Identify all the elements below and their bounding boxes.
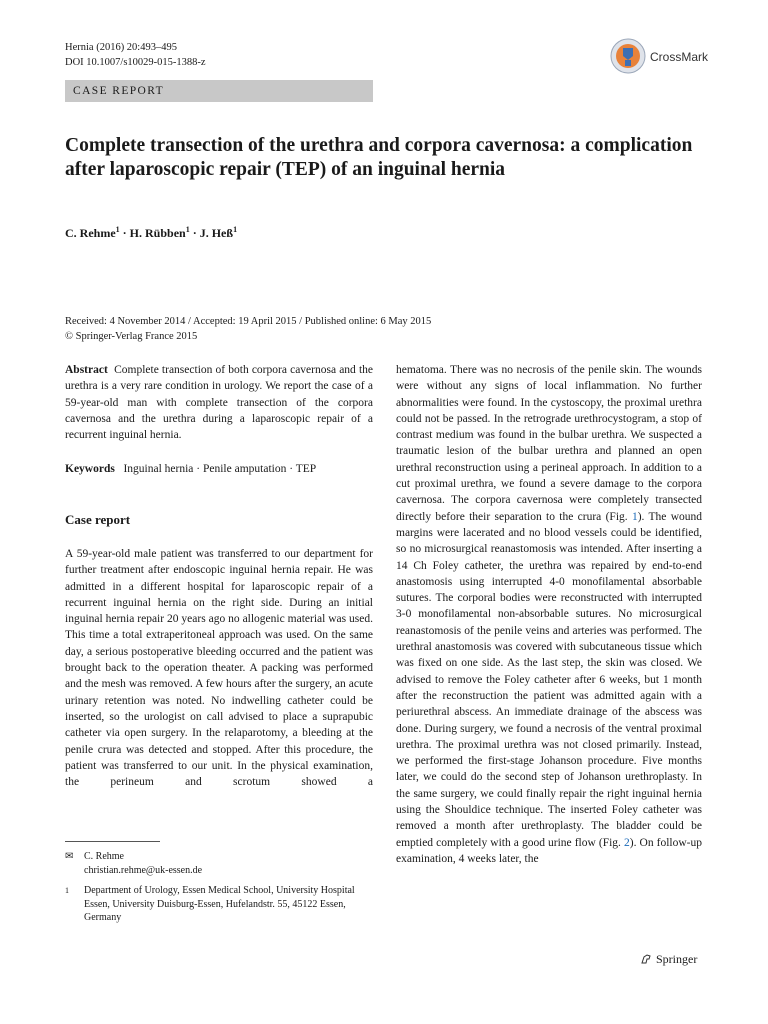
body-text-segment: ). The wound margins were lacerated and no blood vessels could be identified, so no microsurgical reanastomosis was intended. After inserting a 14 Ch Foley catheter, the urethra was repaired by end-to-end anastomosis using interrupted 4-0 monofilamental absorbable sutures. The corporal bodies were reconstructed with interrupted 3-0 monofilamental non-absorbable sutures. No microsurgical reanastomosis of the penile veins and arteries was performed. The urethral anastomosis was covered with subcutaneous tissue which was fixed on one side. As the last step, the skin was closed. We advised to remove the Foley catheter after 6 weeks, but 1 month after the reconstruction the patient was admitted again with a periurethral abscess. An immediate drainage of the abscess was done. During surgery, we found a necrosis of the ventral proximal urethra. The proximal urethra was not closed primarily. Instead, we performed the first-stage Johanson procedure. Five months later, we could do the second step of Johanson urethroplasty. In the same surgery, we could finally repair the right inguinal hernia using the Shouldice technique. The inserted Foley catheter was removed a month after urethroplasty. The bladder could be emptied completely with a good urine flow (Fig. bbox=[396, 510, 702, 849]
affiliation-mark: 1 bbox=[65, 886, 69, 895]
author-name[interactable]: C. Rehme bbox=[65, 226, 116, 240]
author-name[interactable]: J. Heß bbox=[199, 226, 234, 240]
body-text-segment: hematoma. There was no necrosis of the penile skin. The wounds were without any signs of local inflammation. No further abnormalities were found. In the cystoscopy, the proximal urethra could not be passed. In the retrograde urethrocystogram, a stop of contrast medium was found in the bulbar urethra. We suspected a traumatic lesion of the bulbar urethra and planned an open urethral reconstruction using a perineal approach. In addition to a cut proximal urethra, we found a severe damage to the corpora cavernosa. The corpora cavernosa were completely transected directly before their separation to the crura (Fig. bbox=[396, 364, 702, 523]
journal-citation: Hernia (2016) 20:493–495 bbox=[65, 42, 177, 53]
copyright-line: © Springer-Verlag France 2015 bbox=[65, 330, 198, 342]
section-heading: Case report bbox=[65, 512, 131, 527]
author-separator: · bbox=[192, 226, 197, 240]
body-paragraph bbox=[396, 362, 702, 867]
figure-1-link[interactable]: 1 bbox=[631, 510, 638, 523]
author-list bbox=[65, 226, 237, 241]
envelope-icon: ✉ bbox=[65, 851, 74, 862]
journal-meta bbox=[65, 40, 206, 70]
correspondence-email[interactable]: christian.rehme@uk-essen.de bbox=[84, 864, 203, 876]
crossmark-badge[interactable] bbox=[610, 38, 710, 76]
correspondence-name: C. Rehme bbox=[84, 851, 124, 862]
publisher-name: Springer bbox=[656, 952, 698, 966]
body-paragraph: A 59-year-old male patient was transferred to our department for further treatment after endoscopic inguinal hernia repair. He was admitted in a different hospital for laparoscopic repair of a recurrent inguinal hernia on the right side. During an initial inguinal hernia repair 20 years ago no allogenic material was used. This time a total extraperitoneal approach was used. On the same day, a serious postoperative bleeding occurred and the patient was brought back to the operation theater. A packing was performed and the mesh was removed. A few hours after the surgery, an acute urinary retention was noted. No indwelling catheter could be inserted, so the urologist on call advised to place a suprapubic catheter via open surgery. In the relaparotomy, a bleeding at the penile crura was detected and stopped. After this procedure, the patient was transferred to our unit. In the physical examination, the perineum and scrotum showed a bbox=[65, 548, 373, 789]
publication-history: Received: 4 November 2014 / Accepted: 19 April 2015 / Published online: 6 May 2015 bbox=[65, 316, 432, 327]
author-affiliation-mark: 1 bbox=[185, 225, 190, 234]
footnote-divider bbox=[65, 841, 160, 842]
article-title: Complete transection of the urethra and corpora cavernosa: a complication after laparoscopic repair (TEP) of an inguinal hernia bbox=[65, 135, 693, 180]
affiliation-text: Department of Urology, Essen Medical School, University Hospital Essen, University Duisburg-Essen, Hufelandstr. 55, 45122 Essen, Germany bbox=[84, 885, 355, 923]
correspondence-footnote bbox=[65, 850, 365, 880]
author-affiliation-mark: 1 bbox=[115, 225, 120, 234]
keywords-text: Inguinal hernia · Penile amputation · TEP bbox=[123, 463, 317, 475]
springer-horse-icon bbox=[640, 953, 652, 965]
abstract bbox=[65, 362, 373, 443]
article-type-band: CASE REPORT bbox=[65, 80, 373, 102]
publication-dates bbox=[65, 315, 431, 344]
crossmark-label: CrossMark bbox=[650, 50, 709, 64]
keywords-label: Keywords bbox=[65, 463, 115, 475]
crossmark-icon bbox=[610, 38, 646, 74]
author-separator: · bbox=[122, 226, 127, 240]
body-text-right bbox=[396, 362, 702, 867]
keywords bbox=[65, 463, 373, 475]
abstract-text: Complete transection of both corpora cavernosa and the urethra is a very rare condition in urology. We report the case of a 59-year-old man with complete transection of the corpora cavernosa and the urethra during a laparoscopic repair of a recurrent inguinal hernia. bbox=[65, 364, 373, 442]
author-name[interactable]: H. Rübben bbox=[129, 226, 186, 240]
publisher-footer bbox=[640, 952, 697, 967]
affiliation-footnote bbox=[65, 884, 373, 934]
author-affiliation-mark: 1 bbox=[233, 225, 238, 234]
body-text-segment: ). On follow-up examination, 4 weeks later, the bbox=[396, 836, 702, 865]
figure-2-link[interactable]: 2 bbox=[624, 836, 630, 849]
body-text-left bbox=[65, 546, 373, 790]
abstract-label: Abstract bbox=[65, 364, 108, 376]
doi: DOI 10.1007/s10029-015-1388-z bbox=[65, 57, 206, 68]
